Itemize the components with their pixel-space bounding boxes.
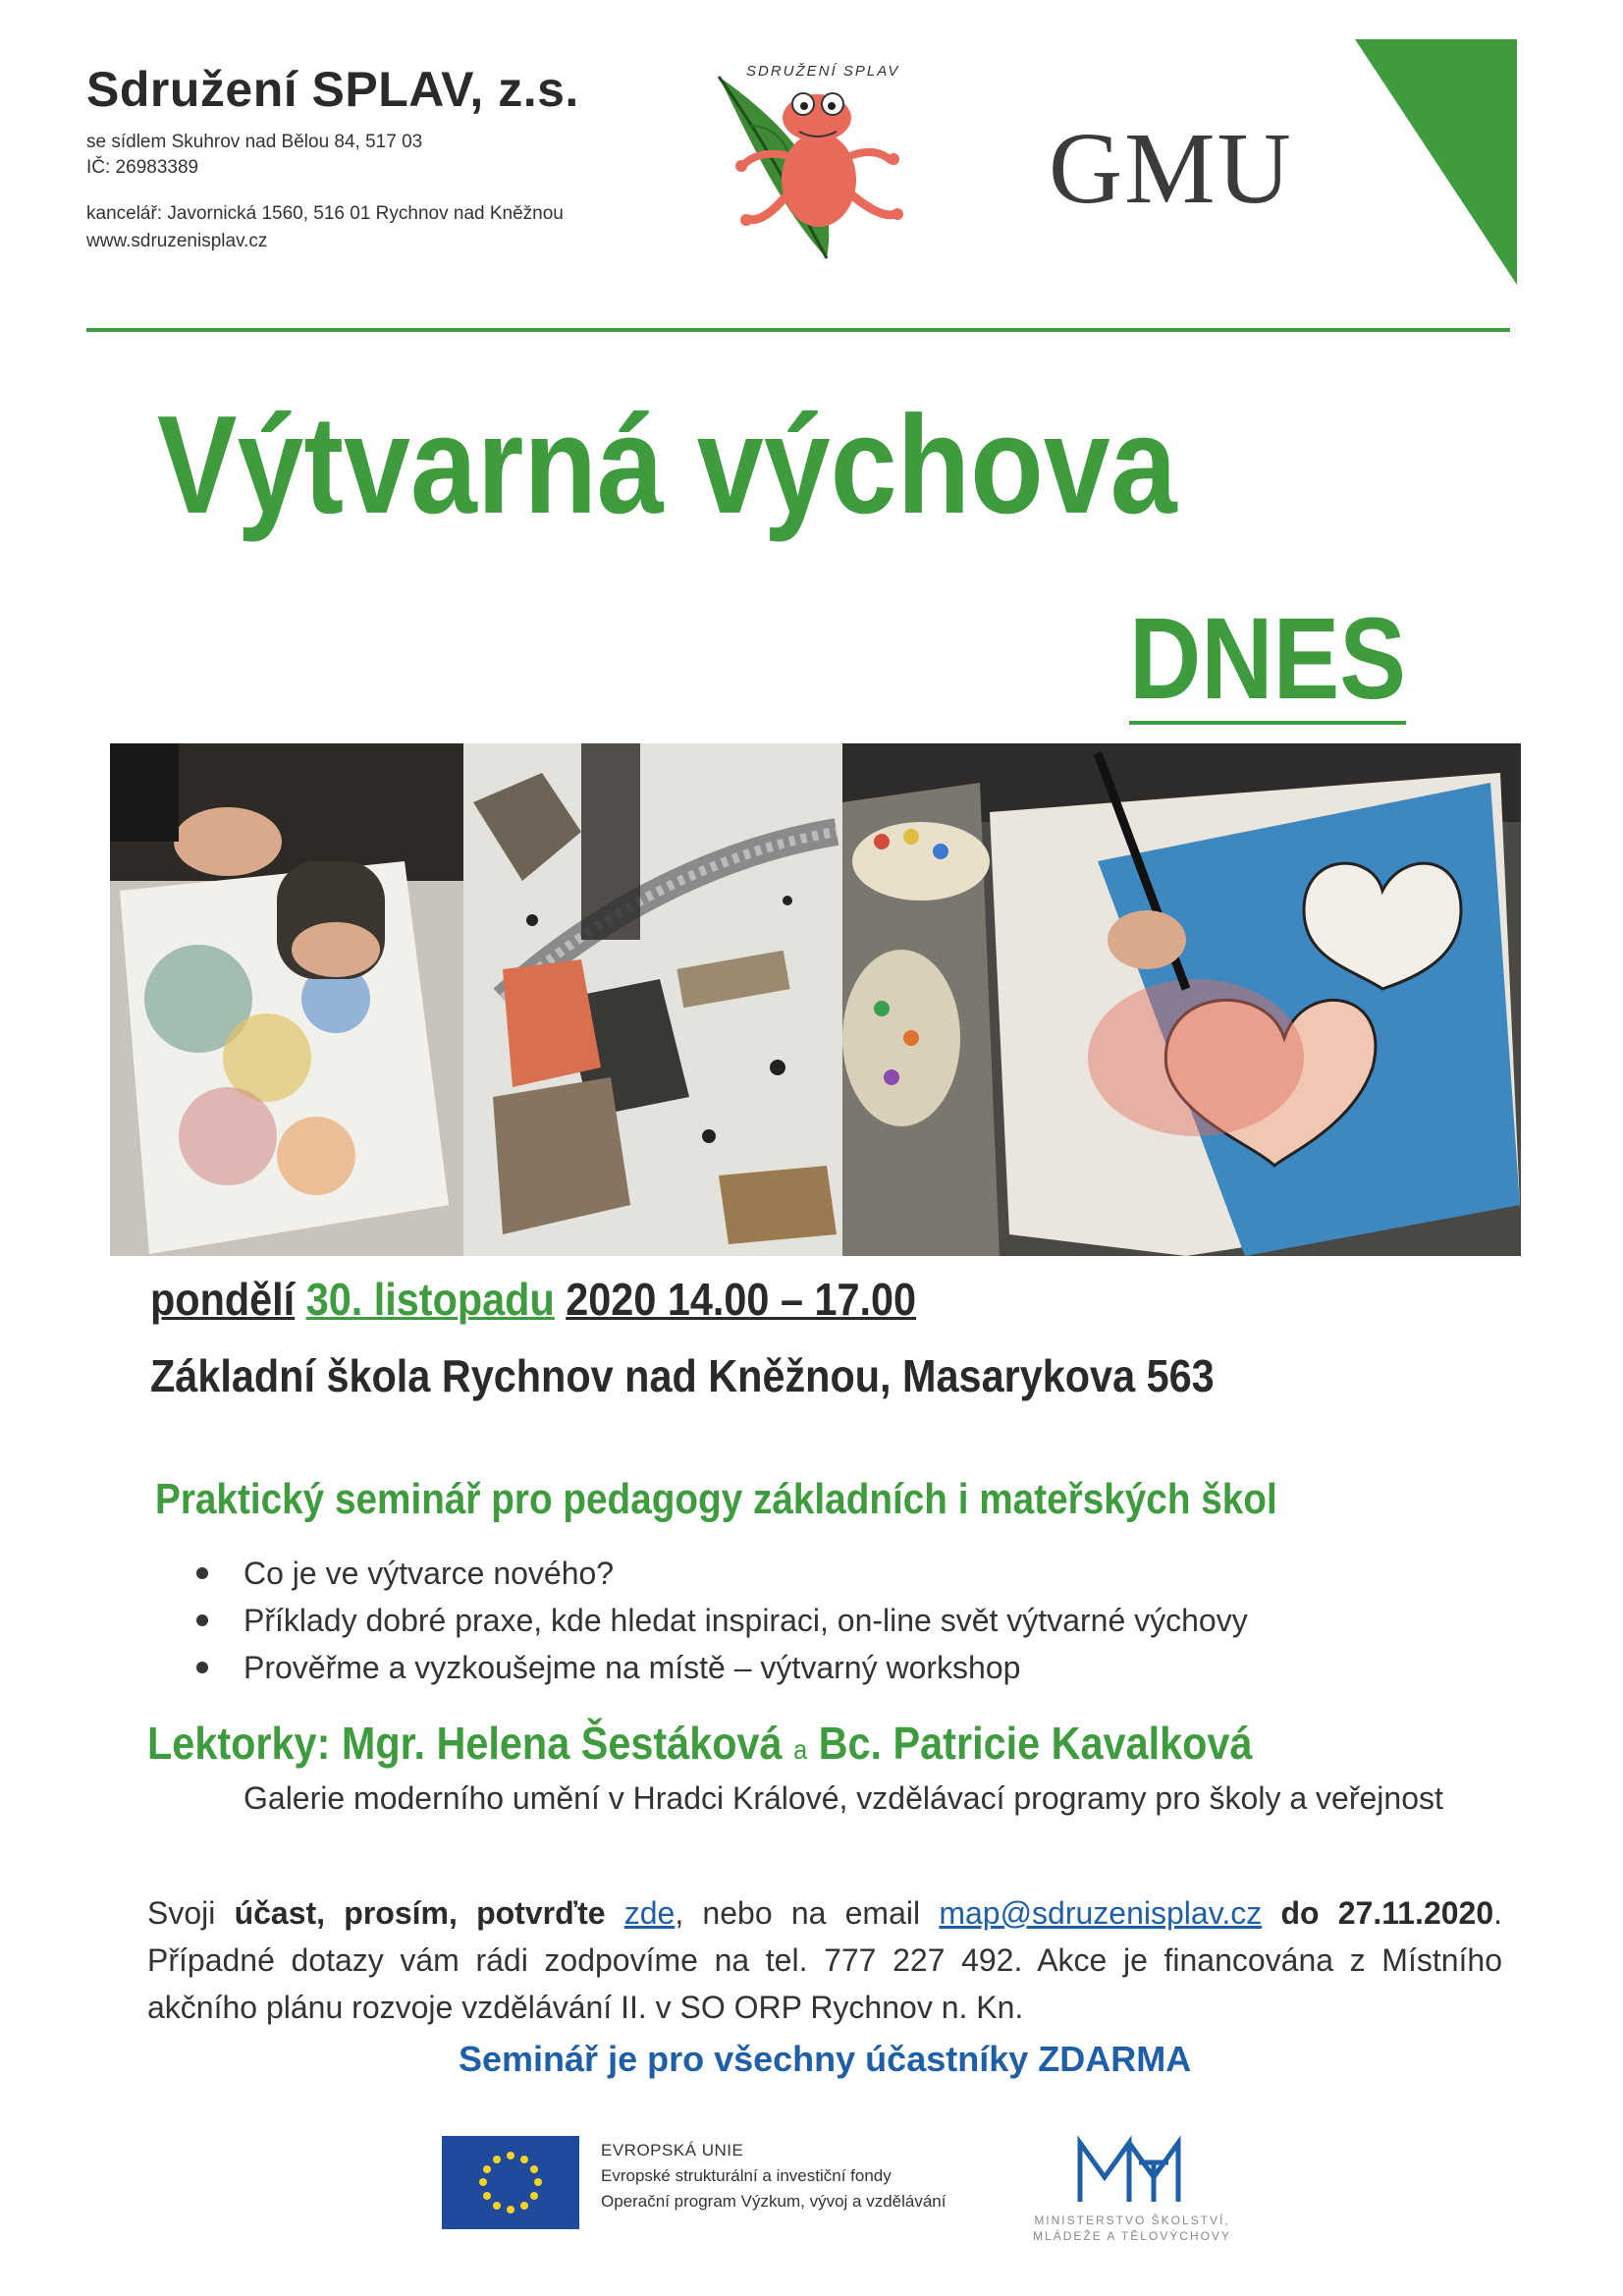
eu-funds-line: Evropské strukturální a investiční fondy [601,2166,892,2185]
lecturer-conjunction: a [793,1734,808,1765]
reg-deadline: do 27.11.2020 [1280,1895,1494,1931]
lecturer-second: Bc. Patricie Kavalková [818,1718,1253,1769]
list-item [196,1550,1248,1597]
logo-caption: SDRUŽENÍ SPLAV [746,63,900,80]
registration-email-link[interactable]: map@sdruzenisplav.cz [939,1895,1263,1931]
topic-text: Příklady dobré praxe, kde hledat inspiraci, on-line svět výtvarné výchovy [243,1602,1248,1638]
photo-strip [110,743,1521,1256]
organization-office: kancelář: Javornická 1560, 516 01 Rychnov nad Kněžnou [86,203,564,224]
event-date: 30. listopadu [305,1274,555,1325]
gmu-logo-text: GMU [1049,112,1293,225]
registration-paragraph [147,1889,1502,2031]
organization-id: IČ: 26983389 [86,157,199,178]
msmt-name-line2: MLÁDEŽE A TĚLOVÝCHOVY [1033,2229,1231,2243]
reg-text: , nebo na email [675,1895,940,1931]
event-date-time [150,1273,916,1326]
bullet-icon [196,1567,208,1579]
lecturers-affiliation: Galerie moderního umění v Hradci Králové, vzdělávací programy pro školy a veřejnost [243,1780,1443,1816]
gmu-green-wedge-icon [1355,39,1551,300]
topic-text: Co je ve výtvarce nového? [243,1555,615,1591]
seminar-subtitle: Praktický seminář pro pedagogy základních i mateřských škol [155,1475,1277,1523]
header-divider [86,328,1510,332]
reg-text: Svoji [147,1895,235,1931]
event-year-time: 2020 14.00 – 17.00 [566,1274,917,1325]
title-dnes: DNES [1129,594,1406,724]
free-admission-note: Seminář je pro všechny účastníky ZDARMA [459,2039,1192,2079]
frog-leaf-icon [709,57,917,265]
bullet-icon [196,1662,208,1673]
organization-website[interactable]: www.sdruzenisplav.cz [86,231,268,251]
splav-frog-logo [709,57,917,265]
page-title: Výtvarná výchova [157,387,1177,543]
lecturers-line [147,1717,1252,1770]
eu-programme-line: Operační program Výzkum, vývoj a vzdělávání [601,2192,947,2211]
bullet-icon [196,1614,208,1626]
seminar-topics [196,1550,1248,1691]
event-day: pondělí [150,1274,296,1325]
organization-seat: se sídlem Skuhrov nad Bělou 84, 517 03 [86,132,423,152]
reg-text [1262,1895,1280,1931]
photo-collage-materials [463,743,842,1256]
msmt-logo-icon [1070,2133,1188,2212]
topic-text: Prověřme a vyzkoušejme na místě – výtvarný workshop [243,1649,1021,1685]
event-venue: Základní škola Rychnov nad Kněžnou, Masarykova 563 [150,1350,1215,1401]
reg-text [606,1895,624,1931]
reg-text: . Případné dotazy vám rádi zodpovíme na tel. 777 227 492. Akce je financována z Místního akčního plánu rozvoje vzdělávání II. v SO ORP Rychnov n. Kn. [147,1895,1503,2025]
reg-confirm-text: účast, prosím, potvrďte [234,1895,606,1931]
registration-link[interactable]: zde [623,1895,676,1931]
list-item [196,1644,1248,1691]
list-item [196,1597,1248,1644]
eu-title: EVROPSKÁ UNIE [601,2141,744,2159]
msmt-name-line1: MINISTERSTVO ŠKOLSTVÍ, [1034,2214,1230,2227]
lecturer-first: Lektorky: Mgr. Helena Šestáková [147,1718,783,1769]
photo-painting-children [110,743,463,1256]
eu-flag-icon [442,2136,579,2229]
organization-name: Sdružení SPLAV, z.s. [86,62,579,117]
photo-painting-hearts [842,743,1521,1256]
